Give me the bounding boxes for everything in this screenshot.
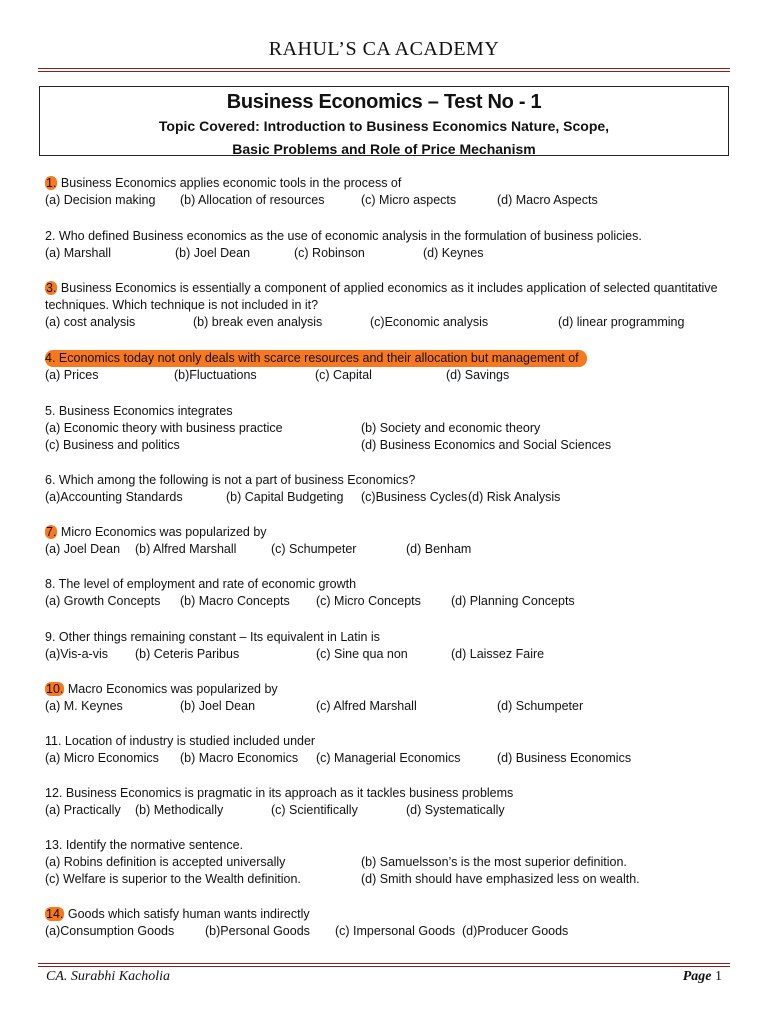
question-number: 7. bbox=[46, 525, 57, 539]
options-row bbox=[45, 646, 735, 663]
option-a: (a) M. Keynes bbox=[45, 699, 123, 713]
options-row bbox=[45, 420, 735, 437]
option-a: (a)Accounting Standards bbox=[45, 490, 183, 504]
question-stem: 7. Micro Economics was popularized by bbox=[46, 525, 267, 539]
question-number: 6. bbox=[45, 473, 56, 487]
question-stem: 9. Other things remaining constant – Its equivalent in Latin is bbox=[45, 630, 380, 644]
option-c: (c)Economic analysis bbox=[370, 315, 489, 329]
option-c: (c) Business and politics bbox=[45, 438, 180, 452]
question-number: 11. bbox=[45, 734, 62, 748]
option-d: (d) Systematically bbox=[406, 803, 505, 817]
question-stem: 14. Goods which satisfy human wants indirectly bbox=[46, 907, 310, 921]
question-number: 9. bbox=[45, 630, 56, 644]
option-a: (a) Decision making bbox=[45, 193, 156, 207]
question-13 bbox=[45, 837, 735, 888]
options-row bbox=[45, 750, 735, 767]
option-b: (b) Methodically bbox=[135, 803, 224, 817]
question-14 bbox=[45, 906, 735, 940]
question-number: 12. bbox=[45, 786, 63, 800]
option-b: (b) Joel Dean bbox=[180, 699, 256, 713]
question-2 bbox=[45, 228, 735, 262]
option-a: (a) Economic theory with business practice bbox=[45, 421, 283, 435]
option-a: (a) cost analysis bbox=[45, 315, 136, 329]
option-c: (c) Micro aspects bbox=[361, 193, 457, 207]
question-12 bbox=[45, 785, 735, 819]
option-a: (a) Prices bbox=[45, 368, 99, 382]
option-a: (a)Consumption Goods bbox=[45, 924, 175, 938]
option-c: (c) Impersonal Goods bbox=[335, 924, 456, 938]
option-d: (d) Laissez Faire bbox=[451, 647, 545, 661]
question-number: 14. bbox=[46, 907, 64, 921]
question-9 bbox=[45, 629, 735, 663]
question-number: 3. bbox=[46, 281, 57, 295]
page-number: 1 bbox=[715, 969, 722, 984]
option-b: (b) Allocation of resources bbox=[180, 193, 325, 207]
option-a: (a) Robins definition is accepted universally bbox=[45, 855, 286, 869]
option-d: (d)Producer Goods bbox=[462, 924, 569, 938]
option-d: (d) Schumpeter bbox=[497, 699, 584, 713]
option-b: (b) Joel Dean bbox=[175, 246, 251, 260]
question-number: 1. bbox=[46, 176, 57, 190]
options-row bbox=[45, 192, 735, 209]
option-b: (b)Personal Goods bbox=[205, 924, 310, 938]
question-stem: 11. Location of industry is studied included under bbox=[45, 734, 316, 748]
option-b: (b) Alfred Marshall bbox=[135, 542, 237, 556]
header-rule bbox=[38, 68, 730, 72]
topic-line-2: Basic Problems and Role of Price Mechanism bbox=[232, 141, 536, 157]
question-6 bbox=[45, 472, 735, 506]
option-c: (c) Welfare is superior to the Wealth definition. bbox=[45, 872, 301, 886]
question-stem: 10. Macro Economics was popularized by bbox=[46, 682, 278, 696]
option-a: (a) Marshall bbox=[45, 246, 111, 260]
academy-name: RAHUL’S CA ACADEMY bbox=[268, 38, 500, 60]
option-c: (c) Alfred Marshall bbox=[316, 699, 417, 713]
option-d: (d) Smith should have emphasized less on wealth. bbox=[361, 872, 640, 886]
question-stem: 3. Business Economics is essentially a component of applied economics as it includes application of selected quantitative techniques. Which technique is not included in it? bbox=[45, 281, 718, 312]
question-number: 8. bbox=[45, 577, 56, 591]
options-row bbox=[45, 245, 735, 262]
question-1 bbox=[45, 175, 735, 209]
question-5 bbox=[45, 403, 735, 454]
question-stem: 6. Which among the following is not a part of business Economics? bbox=[45, 473, 416, 487]
option-a: (a)Vis-a-vis bbox=[45, 647, 108, 661]
options-row bbox=[45, 489, 735, 506]
option-b: (b) Society and economic theory bbox=[361, 421, 541, 435]
question-8 bbox=[45, 576, 735, 610]
page-indicator bbox=[683, 969, 722, 985]
question-stem: 1. Business Economics applies economic tools in the process of bbox=[46, 176, 402, 190]
question-7 bbox=[45, 524, 735, 558]
question-stem: 2. Who defined Business economics as the use of economic analysis in the formulation of business policies. bbox=[45, 229, 642, 243]
option-b: (b) Capital Budgeting bbox=[226, 490, 344, 504]
option-d: (d) Savings bbox=[446, 368, 510, 382]
options-row bbox=[45, 541, 735, 558]
option-b: (b) Samuelsson’s is the most superior definition. bbox=[361, 855, 627, 869]
topic-line-1: Topic Covered: Introduction to Business Economics Nature, Scope, bbox=[158, 118, 610, 134]
question-stem: 13. Identify the normative sentence. bbox=[45, 838, 244, 852]
option-a: (a) Micro Economics bbox=[45, 751, 159, 765]
option-b: (b) Macro Concepts bbox=[180, 594, 290, 608]
question-number: 10. bbox=[46, 682, 64, 696]
option-d: (d) Planning Concepts bbox=[451, 594, 575, 608]
option-d: (d) Benham bbox=[406, 542, 472, 556]
footer-rule bbox=[38, 963, 730, 967]
options-row bbox=[45, 593, 735, 610]
options-row bbox=[45, 871, 735, 888]
option-b: (b) break even analysis bbox=[193, 315, 323, 329]
option-d: (d) linear programming bbox=[558, 315, 685, 329]
options-row bbox=[45, 437, 735, 454]
options-row bbox=[45, 314, 735, 331]
options-row bbox=[45, 802, 735, 819]
options-row bbox=[45, 698, 735, 715]
options-row bbox=[45, 367, 735, 384]
question-number: 4. bbox=[45, 351, 56, 365]
option-c: (c) Sine qua non bbox=[316, 647, 408, 661]
question-number: 5. bbox=[45, 404, 56, 418]
question-11 bbox=[45, 733, 735, 767]
option-b: (b) Ceteris Paribus bbox=[135, 647, 240, 661]
question-stem: 5. Business Economics integrates bbox=[45, 404, 233, 418]
test-title: Business Economics – Test No - 1 bbox=[226, 91, 542, 113]
option-c: (c) Capital bbox=[315, 368, 372, 382]
option-d: (d) Business Economics bbox=[497, 751, 632, 765]
option-c: (c) Scientifically bbox=[271, 803, 358, 817]
option-d: (d) Risk Analysis bbox=[468, 490, 561, 504]
option-c: (c) Schumpeter bbox=[271, 542, 357, 556]
question-stem: 4. Economics today not only deals with scarce resources and their allocation but management of bbox=[45, 350, 735, 367]
question-number: 13. bbox=[45, 838, 63, 852]
question-4 bbox=[45, 350, 735, 384]
question-3 bbox=[45, 280, 735, 331]
question-number: 2. bbox=[45, 229, 56, 243]
option-c: (c) Micro Concepts bbox=[316, 594, 421, 608]
option-b: (b)Fluctuations bbox=[174, 368, 257, 382]
page-label: Page bbox=[682, 969, 712, 984]
option-a: (a) Practically bbox=[45, 803, 121, 817]
option-c: (c) Robinson bbox=[294, 246, 365, 260]
question-10 bbox=[45, 681, 735, 715]
options-row bbox=[45, 854, 735, 871]
question-stem: 12. Business Economics is pragmatic in its approach as it tackles business problems bbox=[45, 786, 514, 800]
options-row bbox=[45, 923, 735, 940]
title-box bbox=[39, 86, 729, 156]
option-d: (d) Keynes bbox=[423, 246, 484, 260]
option-d: (d) Business Economics and Social Sciences bbox=[361, 438, 612, 452]
option-b: (b) Macro Economics bbox=[180, 751, 299, 765]
option-a: (a) Joel Dean bbox=[45, 542, 121, 556]
question-stem: 8. The level of employment and rate of economic growth bbox=[45, 577, 357, 591]
footer-author: CA. Surabhi Kacholia bbox=[46, 969, 171, 984]
option-c: (c)Business Cycles bbox=[361, 490, 468, 504]
option-c: (c) Managerial Economics bbox=[316, 751, 461, 765]
option-d: (d) Macro Aspects bbox=[497, 193, 598, 207]
option-a: (a) Growth Concepts bbox=[45, 594, 161, 608]
